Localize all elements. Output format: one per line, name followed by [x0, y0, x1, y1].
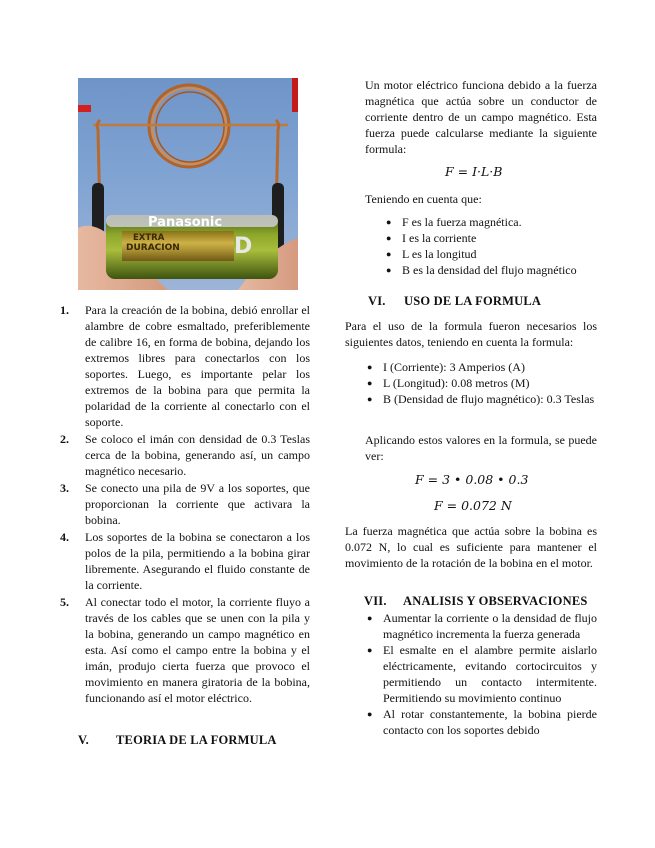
- list-item: [367, 706, 597, 738]
- step-number: 5.: [60, 595, 69, 609]
- observation-text: El esmalte en el alambre permite aislarlo eléctricamente, evitando cortocircuitos y permitiendo un contacto intermitente. Permitiendo su movimiento continuo: [383, 643, 597, 705]
- step-text: Los soportes de la bobina se conectaron a los polos de la pila, permitiendo a la bobina girar libremente. Asegurando el fluido constante de la corriente.: [85, 530, 310, 592]
- intro-paragraph: Un motor eléctrico funciona debido a la fuerza magnética que actúa sobre un conductor de corriente dentro de un campo magnético. Esta fuerza puede calcularse mediante la siguiente formula:: [365, 78, 597, 156]
- list-item: [386, 262, 597, 278]
- main-formula: F = I·L·B: [445, 164, 503, 179]
- step-text: Al conectar todo el motor, la corriente fluyo a través de los cables que se unen con la pila y la bobina, generando un campo magnético en esta. Así como el campo entre la bobina y el imán, produjo cierta fuerza que provoco el movimiento en manera giratoria de la bobina, funcionando así el motor eléctrico.: [85, 595, 310, 705]
- observation-text: Al rotar constantemente, la bobina pierde contacto con los soportes debido: [383, 707, 597, 737]
- section-heading-v: [78, 733, 277, 748]
- result-paragraph: La fuerza magnética que actúa sobre la bobina es 0.072 N, lo cual es suficiente para mantener el movimiento de la rotación de la bobina en el motor.: [345, 524, 597, 570]
- step-number: 2.: [60, 432, 69, 446]
- list-item: [367, 359, 597, 375]
- observations-list: [367, 610, 597, 738]
- bullet-icon: ●: [386, 217, 392, 227]
- definition-text: L es la longitud: [402, 247, 477, 261]
- list-item: [386, 230, 597, 246]
- bullet-icon: ●: [367, 378, 373, 388]
- data-text: L (Longitud): 0.08 metros (M): [383, 376, 530, 390]
- list-item: [60, 529, 310, 593]
- bullet-icon: ●: [367, 362, 373, 372]
- list-item: [367, 610, 597, 642]
- bullet-icon: ●: [367, 709, 373, 719]
- list-item: [386, 214, 597, 230]
- data-list: [367, 359, 597, 407]
- bullet-icon: ●: [386, 233, 392, 243]
- section-heading-vi: [368, 294, 541, 309]
- bullet-icon: ●: [386, 249, 392, 259]
- bullet-icon: ●: [367, 613, 373, 623]
- list-item: [60, 302, 310, 430]
- list-item: [60, 594, 310, 706]
- definition-text: F es la fuerza magnética.: [402, 215, 522, 229]
- step-text: Para la creación de la bobina, debió enrollar el alambre de cobre esmaltado, preferiblemente de calibre 16, en forma de bobina, dejando los extremos libres para conectarlos con los soportes. Luego, es importante pelar los extremos de la bobina para que permita la polaridad de la corriente al conectarlo con el soporte.: [85, 303, 310, 429]
- procedure-list: [60, 302, 310, 707]
- calc-formula-1: F = 3 • 0.08 • 0.3: [415, 472, 529, 487]
- battery-motor-photo: [78, 78, 298, 290]
- list-item: [367, 391, 597, 407]
- list-item: [60, 431, 310, 479]
- battery-brand: Panasonic: [148, 215, 223, 230]
- battery-label-2: DURACION: [126, 243, 180, 253]
- battery-size: D: [234, 234, 253, 259]
- bullet-icon: ●: [367, 394, 373, 404]
- definition-text: B es la densidad del flujo magnético: [402, 263, 577, 277]
- bullet-icon: ●: [367, 645, 373, 655]
- battery-label-1: EXTRA: [133, 233, 165, 243]
- section-heading-vii: [364, 594, 588, 609]
- definitions-list: [386, 214, 597, 278]
- step-text: Se coloco el imán con densidad de 0.3 Teslas cerca de la bobina, generando así, un campo magnético necesario.: [85, 432, 310, 478]
- step-number: 3.: [60, 481, 69, 495]
- observation-text: Aumentar la corriente o la densidad de flujo magnético incrementa la fuerza generada: [383, 611, 597, 641]
- section-number: V.: [78, 733, 89, 747]
- list-item: [367, 375, 597, 391]
- section-number: VII.: [364, 594, 387, 608]
- apply-paragraph: Aplicando estos valores en la formula, se puede ver:: [365, 433, 597, 463]
- step-text: Se conecto una pila de 9V a los soportes, que proporcionan la corriente que activara la bobina.: [85, 481, 310, 527]
- list-item: [367, 642, 597, 706]
- definition-text: I es la corriente: [402, 231, 477, 245]
- use-intro-paragraph: Para el uso de la formula fueron necesarios los siguientes datos, teniendo en cuenta la formula:: [345, 319, 597, 349]
- list-item: [386, 246, 597, 262]
- list-item: [60, 480, 310, 528]
- bullet-icon: ●: [386, 265, 392, 275]
- calc-formula-2: F = 0.072 N: [434, 498, 512, 513]
- data-text: I (Corriente): 3 Amperios (A): [383, 360, 525, 374]
- section-title: USO DE LA FORMULA: [404, 294, 542, 308]
- step-number: 1.: [60, 303, 69, 317]
- data-text: B (Densidad de flujo magnético): 0.3 Teslas: [383, 392, 595, 406]
- section-number: VI.: [368, 294, 386, 308]
- section-title: TEORIA DE LA FORMULA: [116, 733, 277, 747]
- step-number: 4.: [60, 530, 69, 544]
- section-title: ANALISIS Y OBSERVACIONES: [403, 594, 588, 608]
- given-label: Teniendo en cuenta que:: [365, 192, 482, 206]
